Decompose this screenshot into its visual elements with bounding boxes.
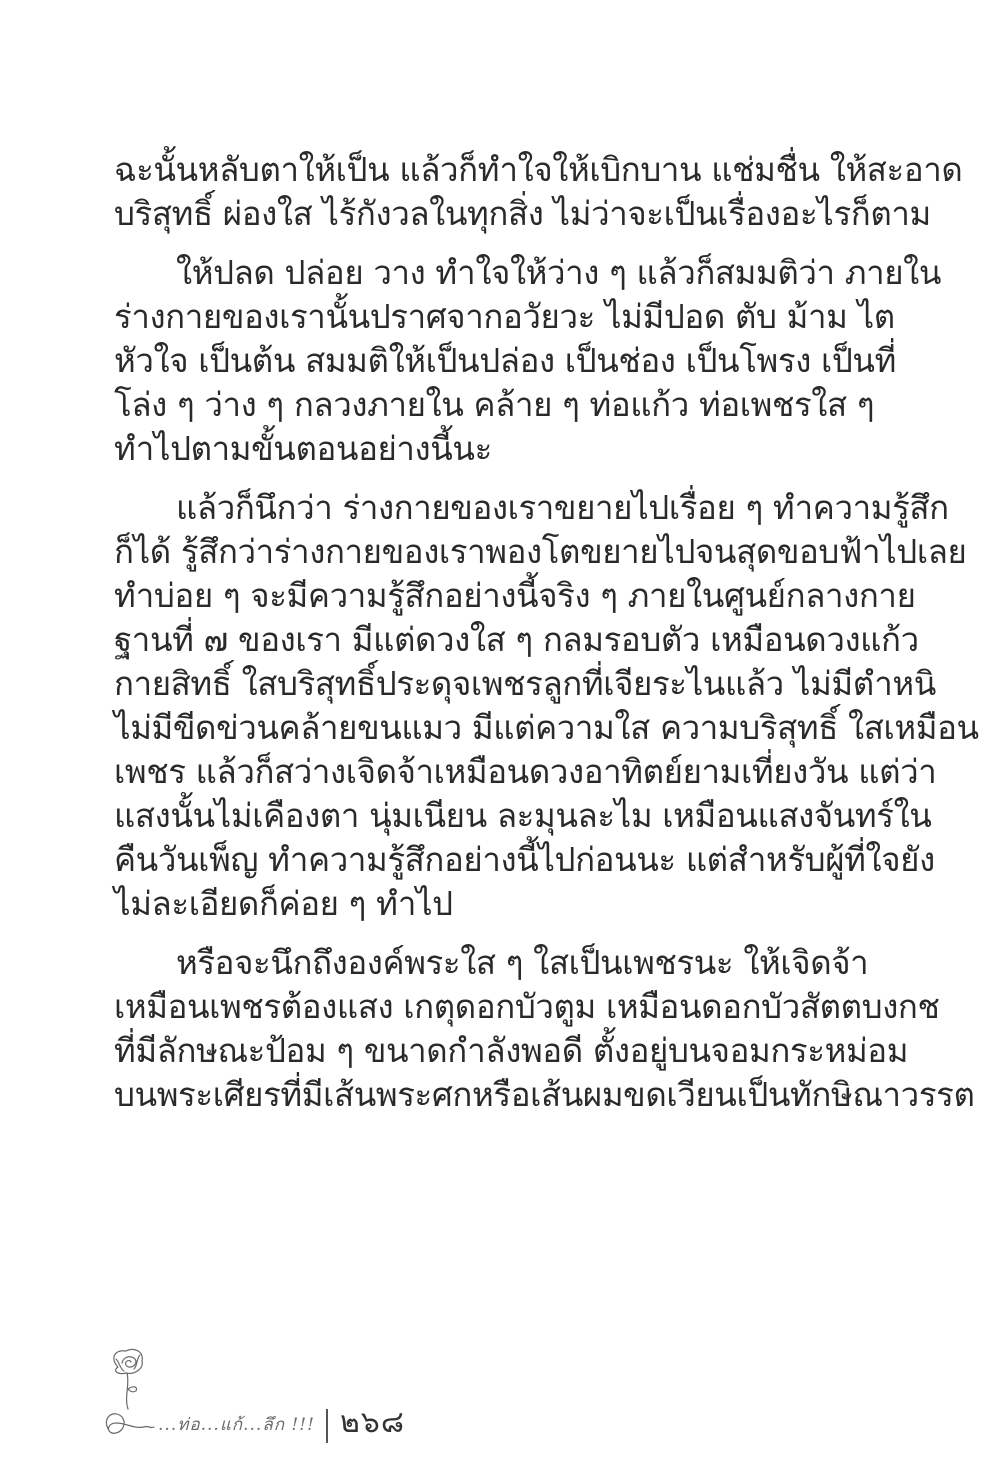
logo-handwritten-text: ...ท่อ...แก้...ลึก !!! bbox=[158, 1415, 315, 1435]
footer-divider bbox=[326, 1409, 328, 1443]
text-line: กายสิทธิ์ ใสบริสุทธิ์ประดุจเพชรลูกที่เจียระไนแล้ว ไม่มีตำหนิ bbox=[114, 664, 936, 703]
body-text bbox=[114, 148, 979, 1117]
text-line: ร่างกายของเรานั้นปราศจากอวัยวะ ไม่มีปอด ตับ ม้าม ไต bbox=[114, 297, 895, 336]
paragraph-1 bbox=[114, 148, 963, 236]
text-line: หรือจะนึกถึงองค์พระใส ๆ ใสเป็นเพชรนะ ให้เจิดจ้า bbox=[176, 943, 869, 982]
text-line: โล่ง ๆ ว่าง ๆ กลวงภายใน คล้าย ๆ ท่อแก้ว ท่อเพชรใส ๆ bbox=[114, 385, 875, 424]
text-line: บนพระเศียรที่มีเส้นพระศกหรือเส้นผมขดเวียนเป็นทักษิณาวรรต bbox=[114, 1075, 975, 1114]
text-line: เพชร แล้วก็สว่างเจิดจ้าเหมือนดวงอาทิตย์ยามเที่ยงวัน แต่ว่า bbox=[114, 752, 937, 791]
text-line: แล้วก็นึกว่า ร่างกายของเราขยายไปเรื่อย ๆ ทำความรู้สึก bbox=[176, 488, 949, 527]
text-line: บริสุทธิ์ ผ่องใส ไร้กังวลในทุกสิ่ง ไม่ว่าจะเป็นเรื่องอะไรก็ตาม bbox=[114, 194, 931, 233]
text-line: ฉะนั้นหลับตาให้เป็น แล้วก็ทำใจให้เบิกบาน แช่มชื่น ให้สะอาด bbox=[114, 150, 963, 189]
text-line: คืนวันเพ็ญ ทำความรู้สึกอย่างนี้ไปก่อนนะ แต่สำหรับผู้ที่ใจยัง bbox=[114, 840, 935, 879]
text-line: ให้ปลด ปล่อย วาง ทำใจให้ว่าง ๆ แล้วก็สมมติว่า ภายใน bbox=[176, 253, 942, 292]
page-number: ๒๖๘ bbox=[340, 1405, 405, 1440]
paragraph-2 bbox=[114, 251, 942, 471]
text-line: ไม่ละเอียดก็ค่อย ๆ ทำไป bbox=[114, 884, 453, 923]
text-line: หัวใจ เป็นต้น สมมติให้เป็นปล่อง เป็นช่อง เป็นโพรง เป็นที่ bbox=[114, 341, 896, 380]
rose-logo bbox=[100, 1345, 340, 1445]
paragraph-4 bbox=[114, 941, 975, 1117]
text-line: ทำไปตามขั้นตอนอย่างนี้นะ bbox=[114, 429, 492, 468]
text-line: ก็ได้ รู้สึกว่าร่างกายของเราพองโตขยายไปจนสุดขอบฟ้าไปเลย bbox=[114, 532, 967, 571]
paragraph-3 bbox=[114, 486, 979, 926]
text-line: เหมือนเพชรต้องแสง เกตุดอกบัวตูม เหมือนดอกบัวสัตตบงกช bbox=[114, 987, 940, 1026]
page-footer bbox=[100, 1345, 900, 1445]
text-line: ฐานที่ ๗ ของเรา มีแต่ดวงใส ๆ กลมรอบตัว เหมือนดวงแก้ว bbox=[114, 620, 919, 659]
text-line: ทำบ่อย ๆ จะมีความรู้สึกอย่างนี้จริง ๆ ภายในศูนย์กลางกาย bbox=[114, 576, 916, 615]
text-line: แสงนั้นไม่เคืองตา นุ่มเนียน ละมุนละไม เหมือนแสงจันทร์ใน bbox=[114, 796, 932, 835]
text-line: ไม่มีขีดข่วนคล้ายขนแมว มีแต่ความใส ความบริสุทธิ์ ใสเหมือน bbox=[114, 708, 979, 747]
text-line: ที่มีลักษณะป้อม ๆ ขนาดกำลังพอดี ตั้งอยู่บนจอมกระหม่อม bbox=[114, 1031, 909, 1070]
